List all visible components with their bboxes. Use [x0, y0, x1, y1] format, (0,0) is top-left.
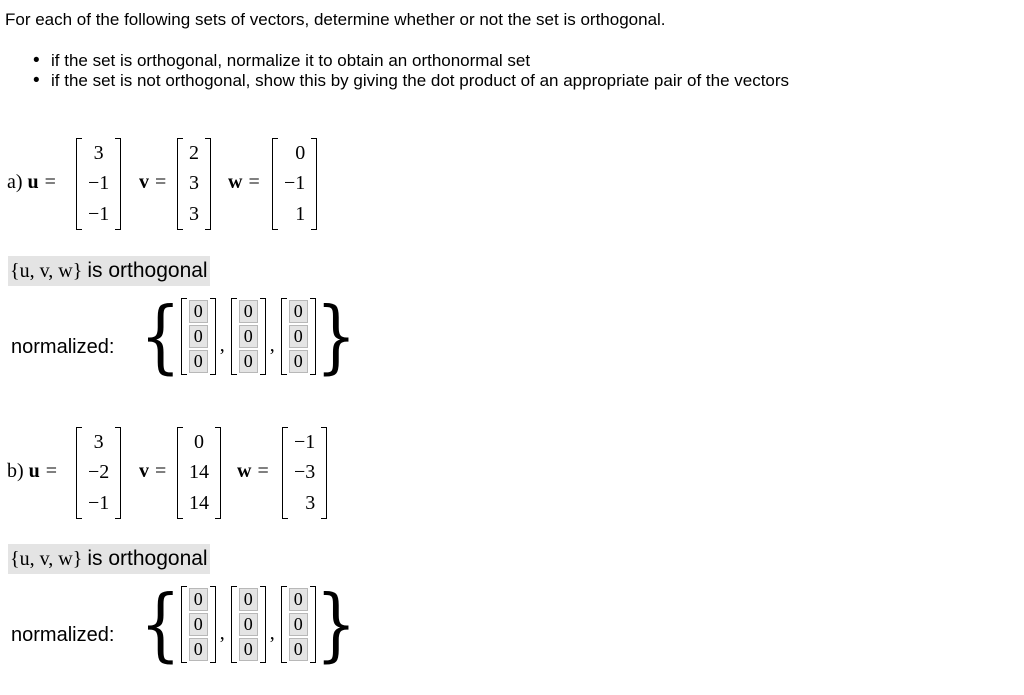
vector-entry: 2	[189, 141, 199, 164]
normalized-entry-input[interactable]: 0	[239, 613, 258, 636]
normalized-entry-input[interactable]: 0	[189, 325, 208, 348]
comma: ,	[219, 334, 225, 356]
vector-entry: 3	[189, 172, 199, 195]
w-symbol: w	[228, 171, 243, 193]
normalized-entry-input[interactable]: 0	[189, 350, 208, 373]
part-b-u-label	[7, 460, 63, 483]
instruction-list	[33, 51, 789, 91]
equals-sign: =	[248, 171, 260, 193]
vector-entry: 3	[93, 141, 104, 164]
part-b-label: b)	[7, 460, 24, 482]
u-symbol: u	[27, 171, 39, 193]
comma: ,	[219, 622, 225, 644]
vector-entry: 1	[295, 203, 306, 226]
part-a-normalized-set	[140, 290, 357, 383]
normalized-vector	[181, 298, 216, 375]
comma: ,	[269, 334, 275, 356]
normalized-entry-input[interactable]: 0	[189, 613, 208, 636]
normalized-entry-input[interactable]: 0	[239, 638, 258, 661]
part-b-orthogonality-select[interactable]	[8, 544, 210, 574]
w-symbol: w	[237, 460, 252, 482]
set-notation: {u, v, w}	[10, 259, 83, 282]
vector-entry: −3	[294, 461, 316, 484]
vector-entry: 0	[194, 430, 204, 453]
part-a-v-label	[139, 171, 172, 194]
close-brace: }	[315, 290, 357, 383]
instructions-text: For each of the following sets of vectors, determine whether or not the set is orthogonal.	[5, 10, 666, 29]
vector-entry: −1	[284, 172, 306, 195]
set-notation: {u, v, w}	[10, 547, 83, 570]
part-a-vector-v	[177, 138, 211, 230]
instruction-item: • if the set is orthogonal, normalize it to obtain an orthonormal set	[33, 51, 789, 71]
normalized-entry-input[interactable]: 0	[239, 588, 258, 611]
vector-entry: 0	[295, 141, 306, 164]
normalized-entry-input[interactable]: 0	[289, 300, 308, 323]
normalized-entry-input[interactable]: 0	[289, 638, 308, 661]
part-b-normalized-set	[140, 578, 357, 671]
normalized-vector	[231, 586, 266, 663]
part-b-normalized-label: normalized:	[11, 624, 115, 646]
open-brace: {	[140, 290, 181, 383]
u-symbol: u	[28, 460, 40, 482]
vector-entry: −1	[88, 492, 110, 515]
equals-sign: =	[155, 171, 167, 193]
part-b-v-label	[139, 460, 172, 483]
normalized-vector	[281, 586, 316, 663]
part-b-vector-u	[76, 427, 121, 519]
normalized-entry-input[interactable]: 0	[289, 613, 308, 636]
part-b-w-label	[237, 460, 275, 483]
equals-sign: =	[155, 460, 167, 482]
normalized-vector	[181, 586, 216, 663]
vector-entry: 3	[305, 492, 316, 515]
vector-entry: −1	[294, 430, 316, 453]
part-a-label: a)	[7, 171, 23, 193]
part-a-u-label	[7, 171, 62, 194]
part-a-normalized-label: normalized:	[11, 336, 115, 358]
part-b-vector-v	[177, 427, 221, 519]
instruction-item: • if the set is not orthogonal, show this by giving the dot product of an appropriate pair of the vectors	[33, 71, 789, 91]
open-brace: {	[140, 578, 181, 671]
orthogonality-answer: is orthogonal	[87, 259, 208, 282]
normalized-entry-input[interactable]: 0	[289, 350, 308, 373]
close-brace: }	[315, 578, 357, 671]
comma: ,	[269, 622, 275, 644]
normalized-entry-input[interactable]: 0	[289, 325, 308, 348]
part-a-vector-u	[76, 138, 121, 230]
normalized-entry-input[interactable]: 0	[239, 325, 258, 348]
normalized-entry-input[interactable]: 0	[239, 300, 258, 323]
vector-entry: −1	[88, 203, 110, 226]
vector-entry: 14	[189, 461, 209, 484]
normalized-entry-input[interactable]: 0	[239, 350, 258, 373]
v-symbol: v	[139, 171, 149, 193]
part-a-orthogonality-select[interactable]	[8, 256, 210, 286]
orthogonality-answer: is orthogonal	[87, 547, 208, 570]
vector-entry: 3	[189, 203, 199, 226]
normalized-entry-input[interactable]: 0	[289, 588, 308, 611]
part-a-w-label	[228, 171, 266, 194]
vector-entry: 3	[93, 430, 104, 453]
equals-sign: =	[45, 460, 58, 482]
vector-entry: −2	[88, 461, 110, 484]
equals-sign: =	[257, 460, 269, 482]
normalized-entry-input[interactable]: 0	[189, 588, 208, 611]
normalized-entry-input[interactable]: 0	[189, 300, 208, 323]
vector-entry: −1	[88, 172, 110, 195]
normalized-vector	[281, 298, 316, 375]
part-a-vector-w	[272, 138, 317, 230]
vector-entry: 14	[189, 492, 209, 515]
normalized-entry-input[interactable]: 0	[189, 638, 208, 661]
equals-sign: =	[44, 171, 56, 193]
v-symbol: v	[139, 460, 149, 482]
part-b-vector-w	[282, 427, 327, 519]
normalized-vector	[231, 298, 266, 375]
